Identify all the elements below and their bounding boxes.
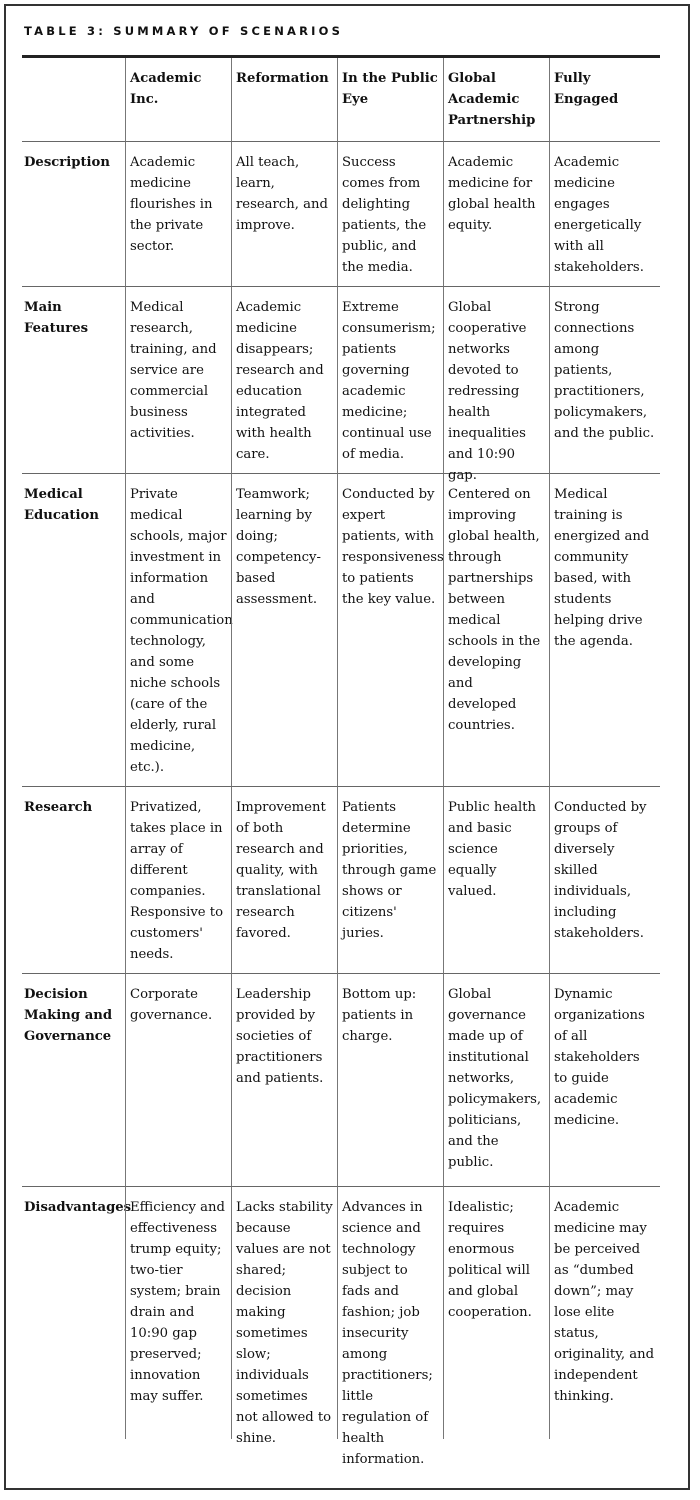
table-cell: Lacks stability because values are not shared; decision making sometimes slow; individuals sometimes not allowed to shine. bbox=[231, 1187, 337, 1439]
table-cell: Medical training is energized and community based, with students helping drive the agenda. bbox=[549, 474, 660, 787]
row-header-research: Research bbox=[22, 787, 125, 974]
table-cell: Global governance made up of institutional networks, policymakers, politicians, and the public. bbox=[443, 974, 549, 1187]
table-cell: Global cooperative networks devoted to redressing health inequalities and 10:90 gap. bbox=[443, 287, 549, 474]
column-header-fully-engaged: Fully Engaged bbox=[549, 58, 660, 142]
table-cell: Leadership provided by societies of practitioners and patients. bbox=[231, 974, 337, 1187]
column-header-reformation: Reformation bbox=[231, 58, 337, 142]
table-cell: Academic medicine for global health equity. bbox=[443, 142, 549, 287]
table-cell: Academic medicine flourishes in the private sector. bbox=[125, 142, 231, 287]
row-header-decision-making-and-governance: Decision Making and Governance bbox=[22, 974, 125, 1187]
table-cell: Patients determine priorities, through game shows or citizens' juries. bbox=[337, 787, 443, 974]
table-cell: Private medical schools, major investment in information and communication technology, and some niche schools (care of the elderly, rural medicine, etc.). bbox=[125, 474, 231, 787]
row-header-disadvantages: Disadvantages bbox=[24, 1200, 132, 1215]
table-cell: Improvement of both research and quality, with translational research favored. bbox=[231, 787, 337, 974]
table-cell: Academic medicine engages energetically with all stakeholders. bbox=[549, 142, 660, 287]
table-cell: Centered on improving global health, through partnerships between medical schools in the developing and developed countries. bbox=[443, 474, 549, 787]
table-cell: Success comes from delighting patients, the public, and the media. bbox=[337, 142, 443, 287]
table-cell: Idealistic; requires enormous political will and global cooperation. bbox=[443, 1187, 549, 1439]
scenario-table bbox=[22, 58, 660, 1467]
row-header-description: Description bbox=[22, 142, 125, 287]
table-cell: Conducted by expert patients, with responsiveness to patients the key value. bbox=[337, 474, 443, 787]
table-cell: Academic medicine may be perceived as “dumbed down”; may lose elite status, originality, and independent thinking. bbox=[549, 1187, 660, 1439]
table-corner-cell bbox=[22, 58, 125, 142]
table-cell: Strong connections among patients, practitioners, policymakers, and the public. bbox=[549, 287, 660, 474]
table-cell: All teach, learn, research, and improve. bbox=[231, 142, 337, 287]
column-header-academic-inc: Academic Inc. bbox=[125, 58, 231, 142]
table-cell: Privatized, takes place in array of different companies. Responsive to customers' needs. bbox=[125, 787, 231, 974]
table-cell: Medical research, training, and service are commercial business activities. bbox=[125, 287, 231, 474]
table-cell: Academic medicine disappears; research and education integrated with health care. bbox=[231, 287, 337, 474]
row-header-medical-education: Medical Education bbox=[22, 474, 125, 787]
column-header-global-academic-partnership: Global Academic Partnership bbox=[443, 58, 549, 142]
table-cell: Extreme consumerism; patients governing academic medicine; continual use of media. bbox=[337, 287, 443, 474]
table-caption: TABLE 3: SUMMARY OF SCENARIOS bbox=[24, 24, 344, 38]
row-header-main-features: Main Features bbox=[22, 287, 125, 474]
table-cell: Conducted by groups of diversely skilled individuals, including stakeholders. bbox=[549, 787, 660, 974]
table-cell: Advances in science and technology subject to fads and fashion; job insecurity among practitioners; little regulation of health information. bbox=[337, 1187, 443, 1439]
table-cell: Efficiency and effectiveness trump equity; two-tier system; brain drain and 10:90 gap preserved; innovation may suffer. bbox=[125, 1187, 231, 1439]
table-cell: Dynamic organizations of all stakeholders to guide academic medicine. bbox=[549, 974, 660, 1187]
column-header-in-the-public-eye: In the Public Eye bbox=[337, 58, 443, 142]
table-cell: Public health and basic science equally valued. bbox=[443, 787, 549, 974]
table-cell: Corporate governance. bbox=[125, 974, 231, 1187]
table-cell: Bottom up: patients in charge. bbox=[337, 974, 443, 1187]
table-cell: Teamwork; learning by doing; competency-based assessment. bbox=[231, 474, 337, 787]
